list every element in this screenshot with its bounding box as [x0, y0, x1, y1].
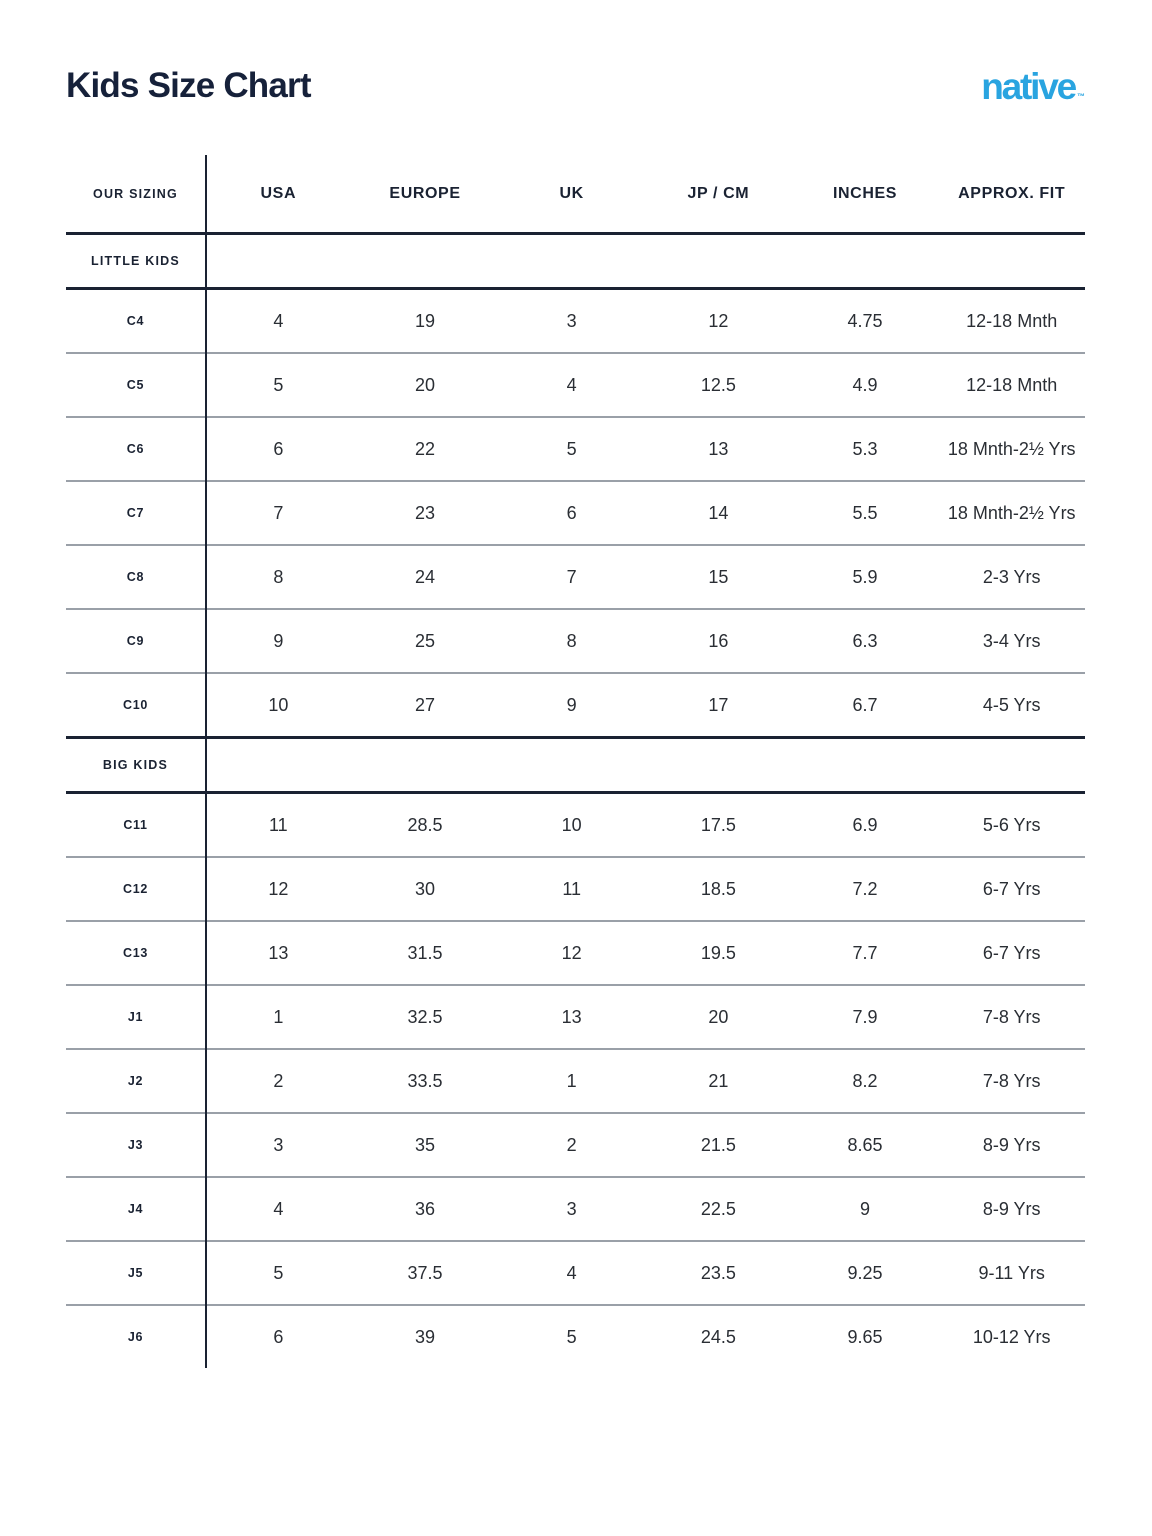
- cell-jp-cm: 14: [708, 502, 729, 523]
- cell-europe: 24: [414, 566, 436, 587]
- cell-approx-fit: 7-8 Yrs: [982, 1070, 1041, 1091]
- cell-jp-cm: 23.5: [700, 1262, 736, 1283]
- cell-approx-fit: 18 Mnth-2½ Yrs: [947, 438, 1076, 459]
- cell-jp-cm: 20: [708, 1006, 729, 1027]
- size-row-c6: [66, 416, 1085, 480]
- cell-uk: 8: [566, 630, 577, 651]
- cell-approx-fit: 6-7 Yrs: [982, 942, 1041, 963]
- size-chart-table: [66, 155, 1085, 1368]
- cell-approx-fit: 7-8 Yrs: [982, 1006, 1041, 1027]
- cell-approx-fit: 5-6 Yrs: [982, 814, 1041, 835]
- column-header-usa: USA: [260, 184, 297, 202]
- cell-jp-cm: 16: [708, 630, 729, 651]
- cell-inches: 5.9: [852, 566, 878, 587]
- cell-europe: 39: [414, 1326, 436, 1347]
- trademark-symbol: ™: [1077, 91, 1085, 101]
- cell-uk: 9: [566, 694, 577, 715]
- size-label: C10: [122, 698, 149, 712]
- table-body: [66, 232, 1085, 1368]
- cell-inches: 7.2: [852, 878, 878, 899]
- cell-usa: 3: [273, 1134, 284, 1155]
- cell-jp-cm: 24.5: [700, 1326, 736, 1347]
- cell-jp-cm: 17: [708, 694, 729, 715]
- size-row-c7: [66, 480, 1085, 544]
- column-header-approx-fit: APPROX. FIT: [958, 184, 1066, 202]
- cell-uk: 5: [566, 1326, 577, 1347]
- cell-jp-cm: 19.5: [700, 942, 736, 963]
- cell-usa: 7: [273, 502, 284, 523]
- cell-inches: 9.65: [847, 1326, 883, 1347]
- cell-europe: 27: [414, 694, 436, 715]
- cell-uk: 5: [566, 438, 577, 459]
- cell-usa: 6: [273, 1326, 284, 1347]
- size-label: J1: [127, 1010, 144, 1024]
- size-label: J4: [127, 1202, 144, 1216]
- size-row-c12: [66, 856, 1085, 920]
- cell-europe: 37.5: [407, 1262, 443, 1283]
- cell-europe: 35: [414, 1134, 436, 1155]
- size-row-j2: [66, 1048, 1085, 1112]
- cell-usa: 4: [273, 310, 284, 331]
- cell-inches: 6.7: [852, 694, 878, 715]
- column-header-our-sizing: OUR SIZING: [93, 186, 178, 201]
- cell-approx-fit: 2-3 Yrs: [982, 566, 1041, 587]
- size-label: J2: [127, 1074, 144, 1088]
- cell-inches: 5.5: [852, 502, 878, 523]
- cell-europe: 31.5: [407, 942, 443, 963]
- cell-jp-cm: 13: [708, 438, 729, 459]
- cell-uk: 11: [562, 878, 582, 899]
- cell-jp-cm: 21.5: [700, 1134, 736, 1155]
- section-label: BIG KIDS: [102, 758, 169, 772]
- cell-uk: 4: [566, 374, 577, 395]
- cell-approx-fit: 3-4 Yrs: [982, 630, 1041, 651]
- size-row-c9: [66, 608, 1085, 672]
- section-label: LITTLE KIDS: [91, 254, 180, 268]
- cell-uk: 12: [561, 942, 582, 963]
- cell-uk: 13: [561, 1006, 582, 1027]
- section-row-little-kids: [66, 232, 1085, 290]
- cell-europe: 33.5: [407, 1070, 443, 1091]
- cell-jp-cm: 18.5: [700, 878, 736, 899]
- cell-uk: 1: [566, 1070, 577, 1091]
- cell-inches: 9.25: [847, 1262, 883, 1283]
- cell-usa: 1: [273, 1006, 284, 1027]
- size-label: C11: [123, 818, 148, 832]
- cell-europe: 25: [414, 630, 436, 651]
- cell-inches: 8.65: [847, 1134, 883, 1155]
- size-row-j1: [66, 984, 1085, 1048]
- page-title: Kids Size Chart: [66, 66, 311, 105]
- cell-inches: 6.9: [852, 814, 878, 835]
- cell-approx-fit: 6-7 Yrs: [982, 878, 1041, 899]
- size-row-c13: [66, 920, 1085, 984]
- size-label: C6: [126, 442, 145, 456]
- size-row-j5: [66, 1240, 1085, 1304]
- cell-uk: 4: [566, 1262, 577, 1283]
- page-header: [66, 66, 1085, 106]
- cell-inches: 8.2: [852, 1070, 878, 1091]
- column-header-inches: INCHES: [832, 184, 898, 202]
- size-row-j3: [66, 1112, 1085, 1176]
- cell-inches: 7.9: [852, 1006, 878, 1027]
- cell-approx-fit: 10-12 Yrs: [972, 1326, 1051, 1347]
- cell-usa: 5: [273, 374, 284, 395]
- table-vertical-divider: [205, 155, 207, 1368]
- table-header-row: [66, 155, 1085, 232]
- cell-usa: 10: [268, 694, 289, 715]
- cell-europe: 20: [414, 374, 436, 395]
- cell-uk: 10: [561, 814, 582, 835]
- cell-usa: 4: [273, 1198, 284, 1219]
- cell-usa: 5: [273, 1262, 284, 1283]
- cell-europe: 28.5: [407, 814, 443, 835]
- size-label: J3: [127, 1138, 144, 1152]
- cell-usa: 8: [273, 566, 284, 587]
- cell-europe: 30: [414, 878, 436, 899]
- cell-uk: 6: [566, 502, 577, 523]
- cell-inches: 7.7: [852, 942, 878, 963]
- cell-approx-fit: 12-18 Mnth: [966, 310, 1058, 331]
- size-label: J6: [127, 1330, 144, 1344]
- cell-uk: 3: [566, 310, 577, 331]
- cell-usa: 13: [268, 942, 289, 963]
- cell-uk: 7: [566, 566, 577, 587]
- size-row-c4: [66, 290, 1085, 352]
- cell-usa: 6: [273, 438, 284, 459]
- cell-inches: 4.75: [847, 310, 883, 331]
- size-label: C8: [126, 570, 145, 584]
- cell-approx-fit: 8-9 Yrs: [982, 1198, 1041, 1219]
- cell-jp-cm: 15: [708, 566, 729, 587]
- cell-inches: 6.3: [852, 630, 878, 651]
- cell-europe: 36: [414, 1198, 436, 1219]
- section-row-big-kids: [66, 736, 1085, 794]
- size-label: C4: [126, 314, 145, 328]
- native-logo-text: native: [981, 65, 1075, 107]
- cell-jp-cm: 22.5: [700, 1198, 736, 1219]
- cell-usa: 2: [273, 1070, 284, 1091]
- cell-usa: 12: [268, 878, 289, 899]
- cell-europe: 32.5: [407, 1006, 443, 1027]
- size-row-c8: [66, 544, 1085, 608]
- size-label: C5: [126, 378, 145, 392]
- cell-approx-fit: 4-5 Yrs: [982, 694, 1041, 715]
- cell-inches: 4.9: [852, 374, 878, 395]
- size-label: C13: [122, 946, 149, 960]
- cell-jp-cm: 21: [708, 1070, 729, 1091]
- cell-uk: 2: [566, 1134, 577, 1155]
- cell-approx-fit: 9-11 Yrs: [978, 1262, 1045, 1283]
- size-label: C7: [126, 506, 145, 520]
- size-row-c10: [66, 672, 1085, 736]
- cell-jp-cm: 17.5: [700, 814, 736, 835]
- column-header-jp-cm: JP / CM: [687, 184, 750, 202]
- cell-europe: 22: [414, 438, 436, 459]
- cell-approx-fit: 12-18 Mnth: [966, 374, 1058, 395]
- size-row-j6: [66, 1304, 1085, 1368]
- size-label: J5: [127, 1266, 144, 1280]
- cell-uk: 3: [566, 1198, 577, 1219]
- column-header-uk: UK: [559, 184, 584, 202]
- cell-approx-fit: 8-9 Yrs: [982, 1134, 1041, 1155]
- cell-usa: 11: [268, 814, 288, 835]
- cell-inches: 9: [860, 1198, 871, 1219]
- cell-europe: 19: [414, 310, 436, 331]
- size-label: C9: [126, 634, 145, 648]
- size-row-j4: [66, 1176, 1085, 1240]
- cell-jp-cm: 12.5: [700, 374, 736, 395]
- column-header-europe: EUROPE: [389, 184, 461, 202]
- cell-usa: 9: [273, 630, 284, 651]
- size-row-c5: [66, 352, 1085, 416]
- cell-inches: 5.3: [852, 438, 878, 459]
- size-row-c11: [66, 794, 1085, 856]
- native-logo: [981, 65, 1085, 107]
- cell-jp-cm: 12: [708, 310, 729, 331]
- cell-europe: 23: [414, 502, 436, 523]
- cell-approx-fit: 18 Mnth-2½ Yrs: [947, 502, 1076, 523]
- size-label: C12: [122, 882, 149, 896]
